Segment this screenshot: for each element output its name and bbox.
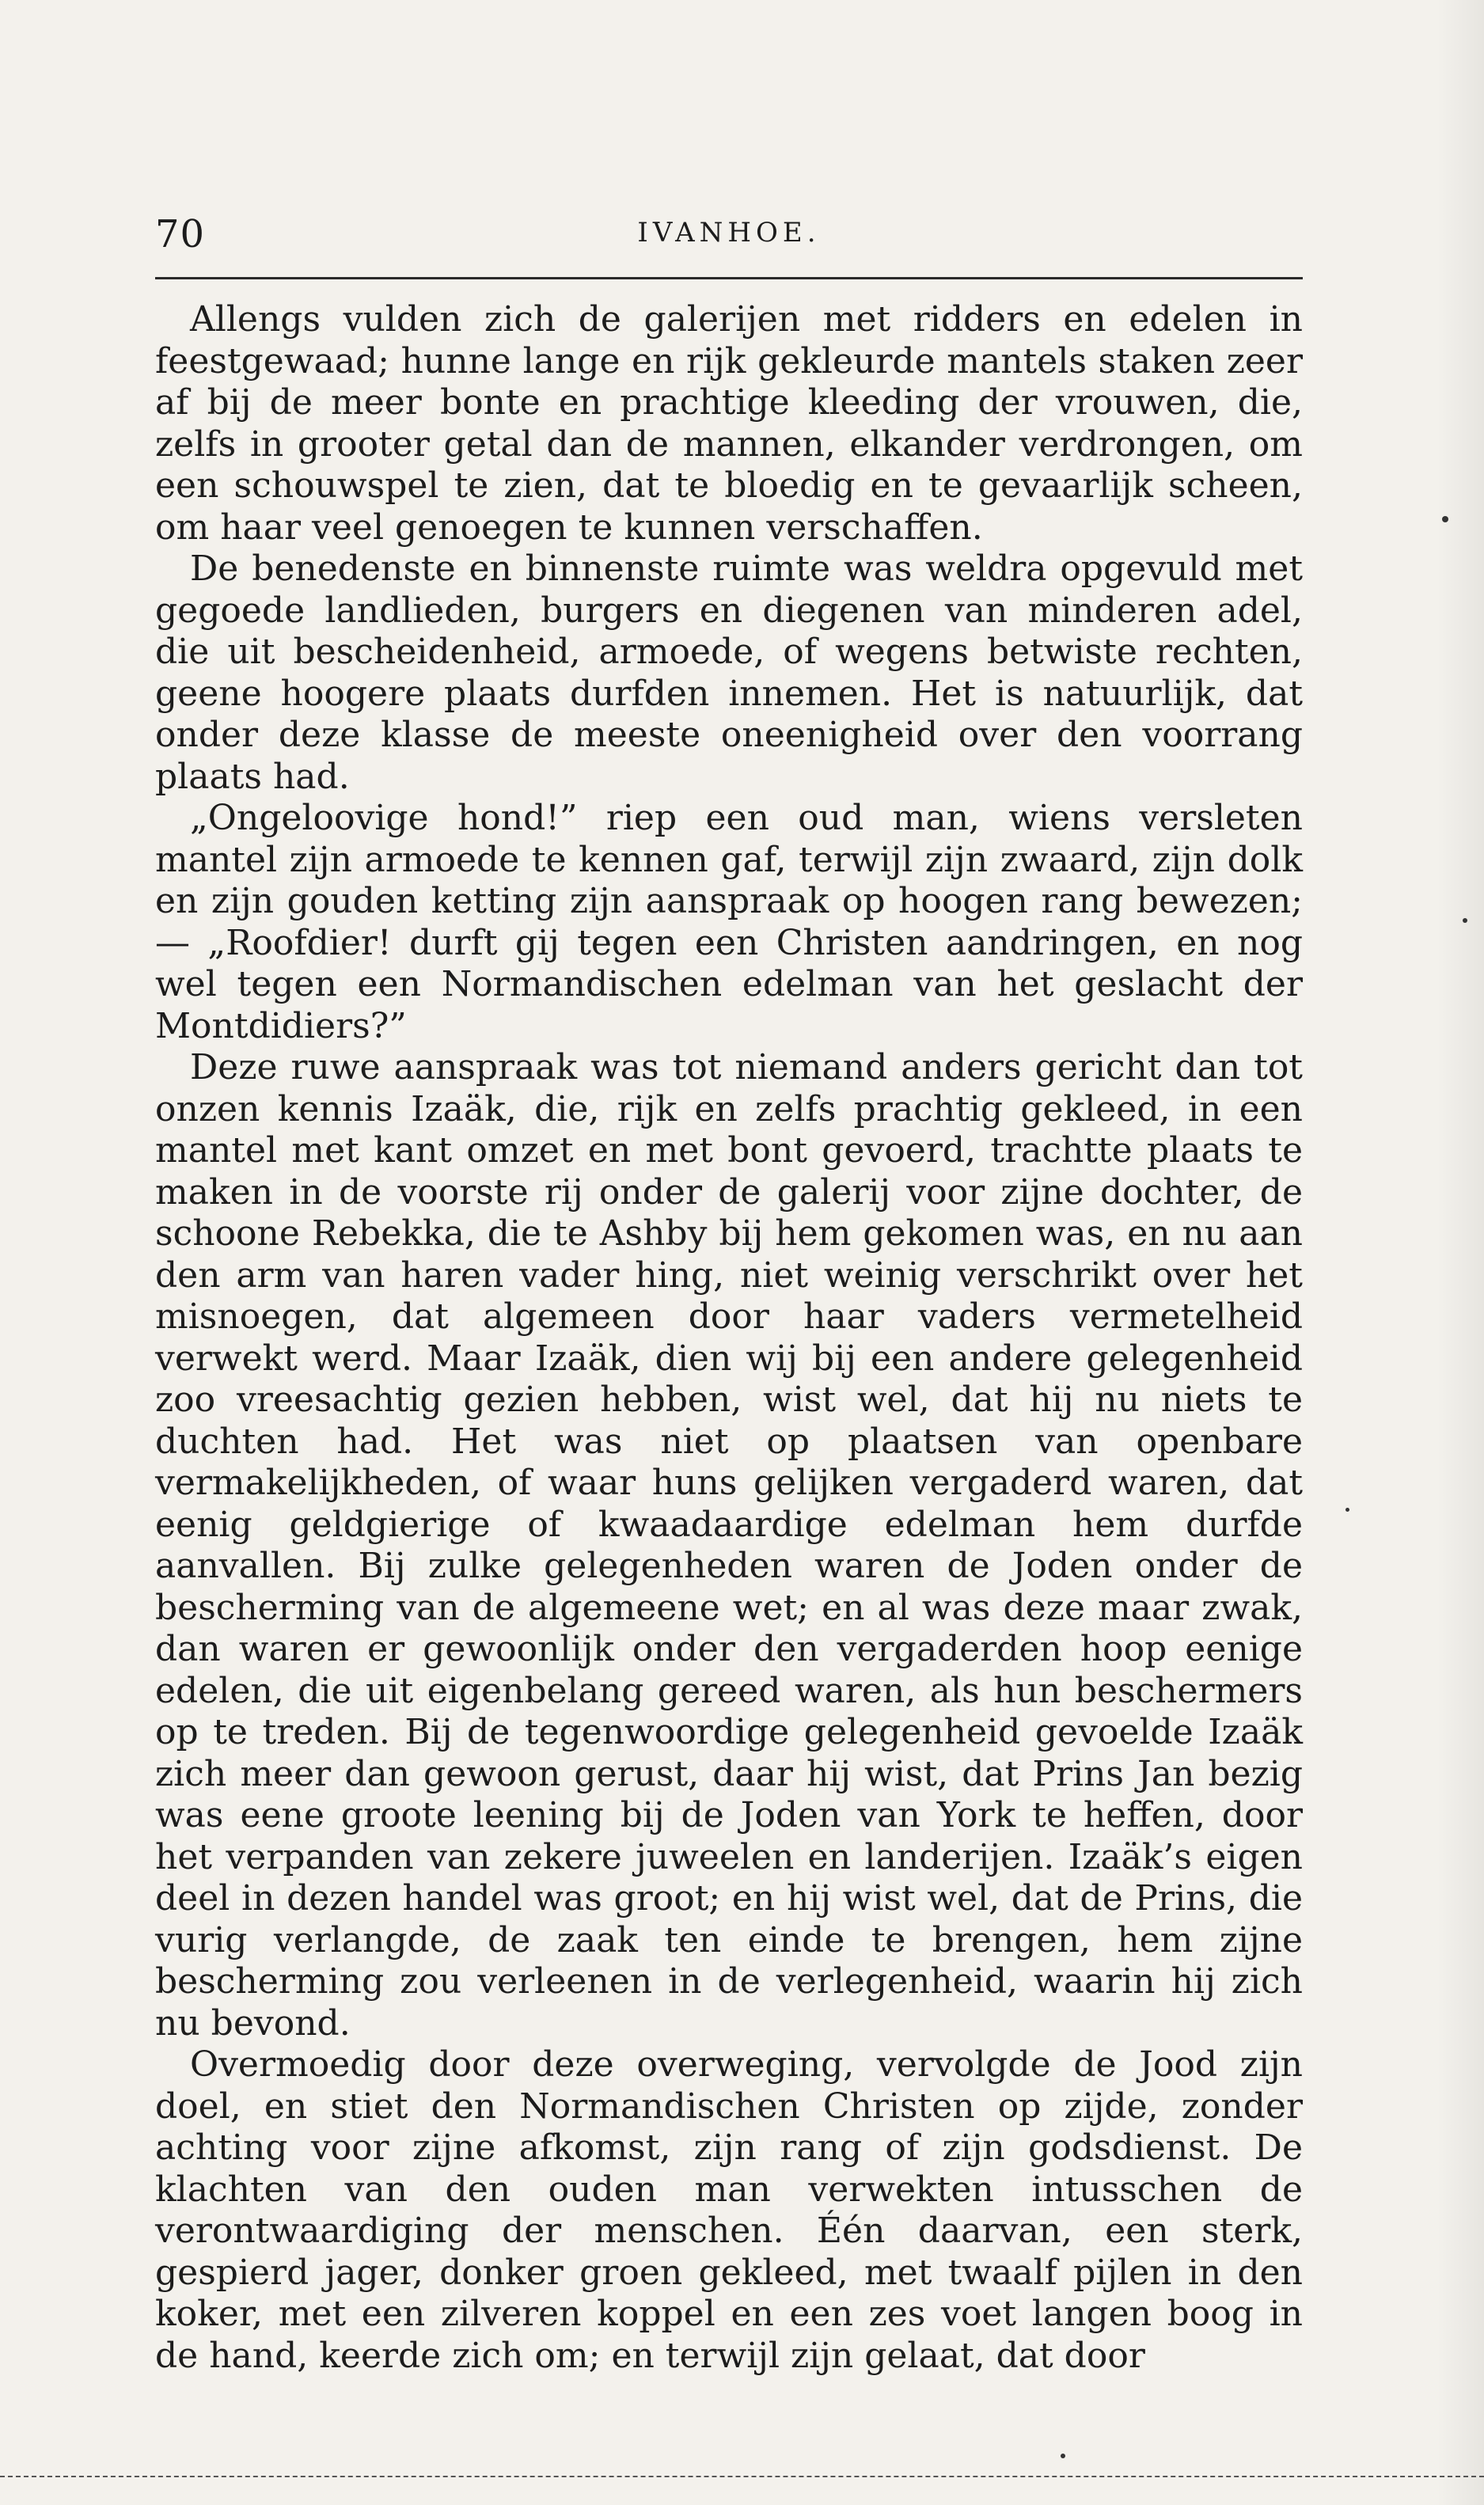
scan-speck bbox=[1442, 516, 1448, 522]
paragraph: Overmoedig door deze overweging, vervolgde de Jood zijn doel, en stiet den Normandischen Christen op zijde, zonder achting voor zijne afkomst, zijn rang of zijn godsdienst. De klachten van den ouden man verwekten intusschen de verontwaardiging der menschen. Één daarvan, een sterk, gespierd jager, donker groen gekleed, met twaalf pijlen in den koker, met een zilveren koppel en een zes voet langen boog in de hand, keerde zich om; en terwijl zijn gelaat, dat door bbox=[155, 2044, 1303, 2376]
scan-speck bbox=[1345, 1508, 1349, 1512]
paragraph: Deze ruwe aanspraak was tot niemand anders gericht dan tot onzen kennis Izaäk, die, rijk en zelfs prachtig gekleed, in een mantel met kant omzet en met bont gevoerd, trachtte plaats te maken in de voorste rij onder de galerij voor zijne dochter, de schoone Rebekka, die te Ashby bij hem gekomen was, en nu aan den arm van haren vader hing, niet weinig verschrikt over het misnoegen, dat algemeen door haar vaders vermetelheid verwekt werd. Maar Izaäk, dien wij bij een andere gelegenheid zoo vreesachtig gezien hebben, wist wel, dat hij nu niets te duchten had. Het was niet op plaatsen van openbare vermakelijkheden, of waar huns gelijken vergaderd waren, dat eenig geldgierige of kwaadaardige edelman hem durfde aanvallen. Bij zulke gelegenheden waren de Joden onder de bescherming van de algemeene wet; en al was deze maar zwak, dan waren er gewoonlijk onder den vergaderden hoop eenige edelen, die uit eigenbelang gereed waren, als hun beschermers op te treden. Bij de tegenwoordige gelegenheid gevoelde Izaäk zich meer dan gewoon gerust, daar hij wist, dat Prins Jan bezig was eene groote leening bij de Joden van York te heffen, door het verpanden van zekere juweelen en landerijen. Izaäk’s eigen deel in dezen handel was groot; en hij wist wel, dat de Prins, die vurig verlangde, de zaak ten einde te brengen, hem zijne bescherming zou verleenen in de verlegenheid, waarin hij zich nu bevond. bbox=[155, 1047, 1303, 2044]
paragraph: „Ongeloovige hond!” riep een oud man, wiens versleten mantel zijn armoede te kennen gaf, terwijl zijn zwaard, zijn dolk en zijn gouden ketting zijn aanspraak op hoogen rang bewezen; — „Roofdier! durft gij tegen een Christen aandringen, en nog wel tegen een Normandischen edelman van het geslacht der Montdidiers?” bbox=[155, 798, 1303, 1046]
header-rule bbox=[155, 277, 1303, 279]
page-header bbox=[155, 212, 1303, 260]
paragraph: Allengs vulden zich de galerijen met ridders en edelen in feestgewaad; hunne lange en rijk gekleurde mantels staken zeer af bij de meer bonte en prachtige kleeding der vrouwen, die, zelfs in grooter getal dan de mannen, elkander verdrongen, om een schouwspel te zien, dat te bloedig en te gevaarlijk scheen, om haar veel genoegen te kunnen verschaffen. bbox=[155, 299, 1303, 548]
scan-edge-shadow bbox=[1437, 0, 1484, 2505]
scan-speck bbox=[1463, 918, 1467, 923]
body-text bbox=[155, 299, 1303, 2377]
scan-bottom-edge bbox=[0, 2476, 1484, 2477]
page-number: 70 bbox=[155, 212, 206, 256]
paragraph: De benedenste en binnenste ruimte was weldra opgevuld met gegoede landlieden, burgers en diegenen van minderen adel, die uit bescheidenheid, armoede, of wegens betwiste rechten, geene hoogere plaats durfden innemen. Het is natuurlijk, dat onder deze klasse de meeste oneenigheid over den voorrang plaats had. bbox=[155, 548, 1303, 797]
scan-speck bbox=[1061, 2454, 1065, 2458]
running-title: IVANHOE. bbox=[637, 217, 821, 249]
